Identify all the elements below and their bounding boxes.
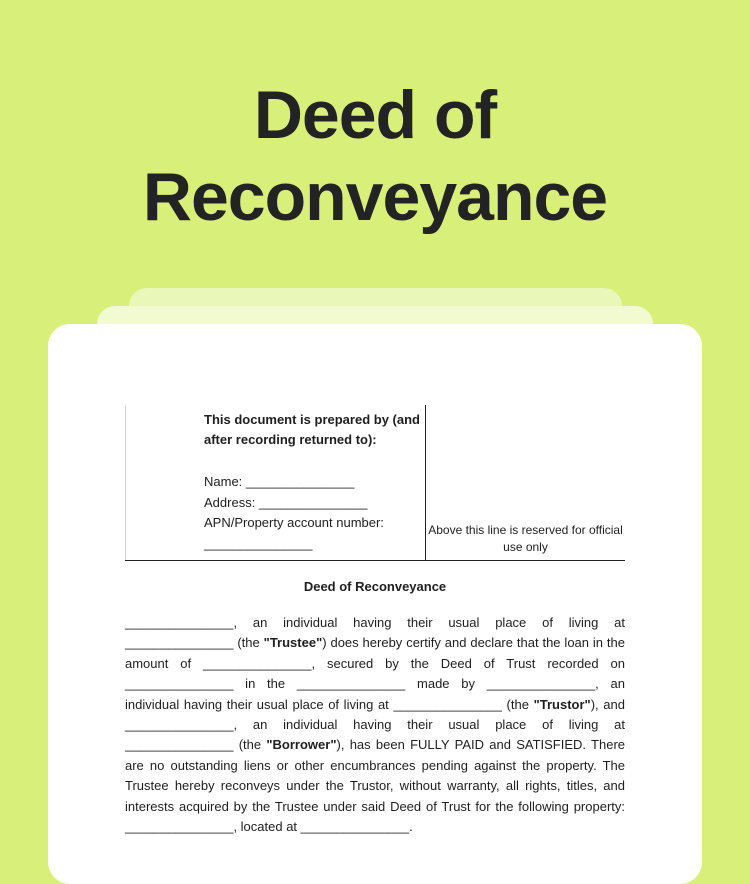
- preparer-fields: [204, 472, 429, 554]
- body-segment-4: ), has been FULLY PAID and SATISFIED. There are no outstanding liens or other encumbrances pending against the property. The Trustee hereby reconveys under the Trustor, without warranty, all rights, titles, and interests acquired by the Trustee under said Deed of Trust for the following property: _______________, located at _______________.: [125, 737, 626, 835]
- address-field: Address: _______________: [204, 494, 368, 510]
- trustee-term: "Trustee": [263, 635, 323, 651]
- body-segment-1: _______________, an individual having their usual place of living at _______________ (the: [125, 615, 625, 651]
- body-segment-3: ), and _______________, an individual having their usual place of living at _______________ (the: [125, 696, 625, 753]
- document-body: [125, 613, 625, 837]
- apn-field: APN/Property account number:: [204, 515, 384, 530]
- name-field: Name: _______________: [204, 474, 355, 489]
- recording-header: [125, 405, 625, 561]
- preparer-box: [125, 405, 426, 560]
- hero-title-line2: Reconveyance: [142, 159, 608, 235]
- apn-blank: _______________: [204, 535, 313, 551]
- trustor-term: "Trustor": [533, 696, 591, 712]
- document-content: [125, 405, 625, 837]
- body-segment-2: ) does hereby certify and declare that the loan in the amount of _______________, secured by the Deed of Trust recorded on _______________ in the _______________ made by _______________, an individual having their usual place of living at _______________ (the: [125, 635, 625, 712]
- hero-title-line1: Deed of: [253, 77, 497, 153]
- hero-title: [0, 74, 750, 238]
- prepared-by-heading: This document is prepared by (and after recording returned to):: [204, 412, 420, 447]
- document-title: Deed of Reconveyance: [303, 579, 447, 594]
- document-sheet: [48, 324, 702, 884]
- borrower-term: "Borrower": [266, 737, 337, 753]
- official-use-note: Above this line is reserved for official use only: [428, 523, 623, 554]
